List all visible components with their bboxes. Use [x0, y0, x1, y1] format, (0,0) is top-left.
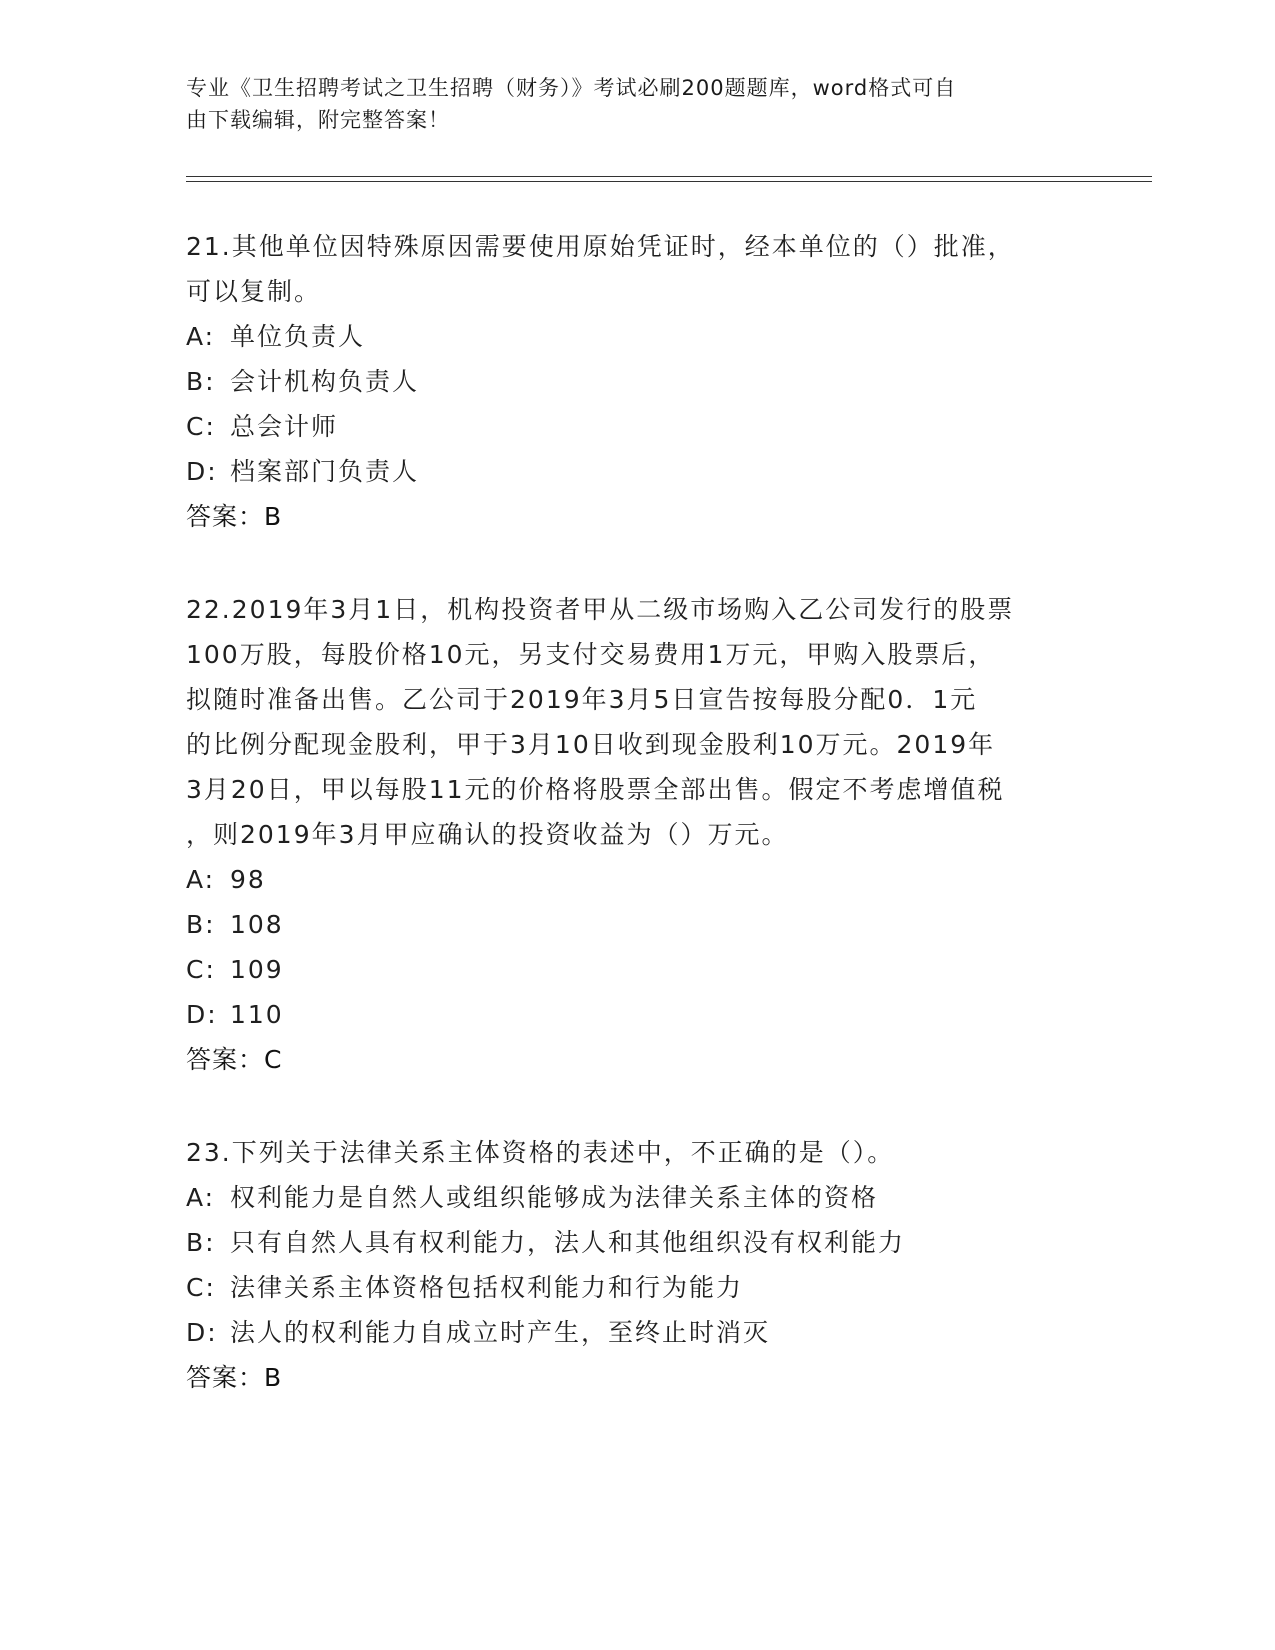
- option-c: [186, 947, 1086, 992]
- stem-line: 可以复制。: [186, 277, 322, 306]
- option-letter: C:: [186, 955, 216, 984]
- option-d: [186, 449, 1086, 494]
- option-text: 法律关系主体资格包括权利能力和行为能力: [230, 1273, 744, 1302]
- stem-line: 拟随时准备出售。乙公司于2019年3月5日宣告按每股分配0．1元: [186, 685, 978, 714]
- option-letter: C:: [186, 412, 216, 441]
- question-stem: [186, 1130, 1086, 1175]
- header-divider-top: [186, 176, 1152, 177]
- option-text: 只有自然人具有权利能力，法人和其他组织没有权利能力: [230, 1228, 906, 1257]
- stem-line: 22.2019年3月1日，机构投资者甲从二级市场购入乙公司发行的股票: [186, 595, 1015, 624]
- option-text: 108: [230, 910, 284, 939]
- option-a: [186, 857, 1086, 902]
- question-list: [186, 224, 1086, 1448]
- answer-label: 答案：C: [186, 1045, 283, 1074]
- header-divider-bottom: [186, 181, 1152, 182]
- option-letter: A:: [186, 322, 216, 351]
- answer-label: 答案：B: [186, 502, 283, 531]
- question-stem: [186, 587, 1086, 857]
- option-letter: B:: [186, 1228, 216, 1257]
- option-c: [186, 1265, 1086, 1310]
- option-letter: D:: [186, 1000, 218, 1029]
- stem-line: 的比例分配现金股利，甲于3月10日收到现金股利10万元。2019年: [186, 730, 996, 759]
- option-letter: A:: [186, 865, 216, 894]
- question-stem: [186, 224, 1086, 314]
- option-letter: D:: [186, 1318, 218, 1347]
- option-text: 法人的权利能力自成立时产生，至终止时消灭: [230, 1318, 771, 1347]
- option-text: 权利能力是自然人或组织能够成为法律关系主体的资格: [230, 1183, 879, 1212]
- option-letter: D:: [186, 457, 218, 486]
- option-text: 单位负责人: [230, 322, 366, 351]
- question-23: [186, 1130, 1086, 1400]
- answer-label: 答案：B: [186, 1363, 283, 1392]
- option-b: [186, 902, 1086, 947]
- option-d: [186, 1310, 1086, 1355]
- option-letter: B:: [186, 910, 216, 939]
- option-text: 110: [230, 1000, 284, 1029]
- stem-line: 21.其他单位因特殊原因需要使用原始凭证时，经本单位的（）批准，: [186, 232, 1015, 261]
- stem-line: 3月20日，甲以每股11元的价格将股票全部出售。假定不考虑增值税: [186, 775, 1005, 804]
- option-text: 档案部门负责人: [230, 457, 420, 486]
- option-letter: C:: [186, 1273, 216, 1302]
- stem-line: 23.下列关于法律关系主体资格的表述中，不正确的是（）。: [186, 1138, 895, 1167]
- question-21: [186, 224, 1086, 539]
- option-b: [186, 359, 1086, 404]
- option-a: [186, 1175, 1086, 1220]
- header-title-line-2: 由下载编辑，附完整答案！: [186, 108, 450, 132]
- option-letter: B:: [186, 367, 216, 396]
- option-b: [186, 1220, 1086, 1265]
- option-text: 会计机构负责人: [230, 367, 420, 396]
- option-text: 总会计师: [230, 412, 339, 441]
- option-text: 109: [230, 955, 284, 984]
- document-header: [186, 72, 1066, 136]
- option-text: 98: [230, 865, 266, 894]
- option-a: [186, 314, 1086, 359]
- header-title-line-1: 专业《卫生招聘考试之卫生招聘（财务）》考试必刷200题题库，word格式可自: [186, 76, 957, 100]
- question-22: [186, 587, 1086, 1082]
- option-d: [186, 992, 1086, 1037]
- stem-line: ，则2019年3月甲应确认的投资收益为（）万元。: [186, 820, 789, 849]
- option-letter: A:: [186, 1183, 216, 1212]
- stem-line: 100万股，每股价格10元，另支付交易费用1万元，甲购入股票后，: [186, 640, 996, 669]
- option-c: [186, 404, 1086, 449]
